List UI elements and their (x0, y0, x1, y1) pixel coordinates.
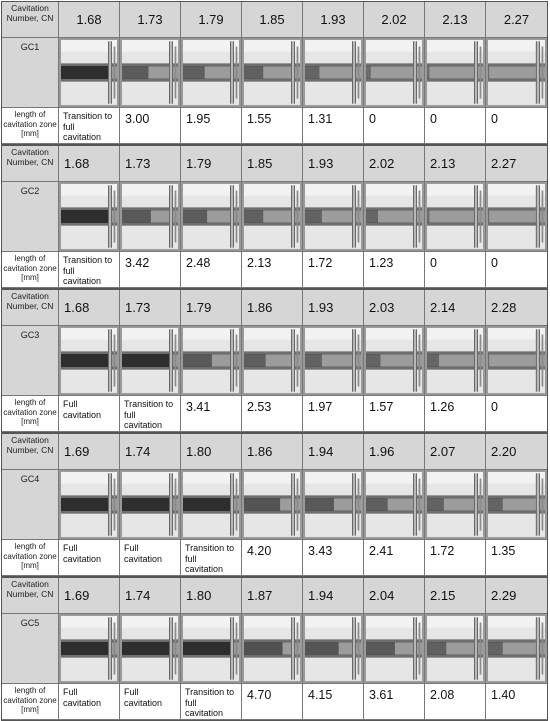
photo-cell (425, 470, 486, 540)
length-value: 1.40 (486, 684, 547, 720)
length-value: 4.70 (242, 684, 303, 720)
photo-cell (486, 38, 547, 108)
block-gc3 (2, 290, 547, 434)
length-value: 2.48 (181, 252, 242, 288)
cn-value: 1.74 (120, 578, 181, 614)
cavitation-photo (305, 328, 361, 393)
cavitation-photo (488, 40, 545, 105)
length-value: 1.97 (303, 396, 364, 432)
length-value: 2.41 (364, 540, 425, 576)
length-value: Full cavitation (120, 684, 181, 720)
cn-value: 2.27 (486, 2, 547, 38)
photo-cell (242, 614, 303, 684)
length-value: Transition to full cavitation (181, 540, 242, 576)
cn-value: 1.96 (364, 434, 425, 470)
photo-cell (303, 470, 364, 540)
photo-cell (59, 38, 120, 108)
photo-cell (364, 614, 425, 684)
length-label: length of cavitation zone [mm] (2, 108, 59, 144)
cavitation-photo (122, 328, 178, 393)
photo-cell (303, 614, 364, 684)
cn-value: 1.93 (303, 146, 364, 182)
cavitation-photo (122, 472, 178, 537)
cavitation-photo (122, 184, 178, 249)
photo-cell (364, 38, 425, 108)
cavitation-photo (488, 184, 545, 249)
cavitation-photo (61, 616, 117, 681)
cn-value: 1.73 (120, 146, 181, 182)
length-value: 3.42 (120, 252, 181, 288)
block-gc5 (2, 578, 547, 720)
photo-cell (181, 182, 242, 252)
cn-value: 2.20 (486, 434, 547, 470)
length-value: 2.53 (242, 396, 303, 432)
cn-value: 2.07 (425, 434, 486, 470)
cavitation-photo (366, 328, 422, 393)
length-value: 1.35 (486, 540, 547, 576)
length-label: length of cavitation zone [mm] (2, 684, 59, 720)
photo-cell (425, 182, 486, 252)
photo-cell (364, 470, 425, 540)
cn-value: 2.04 (364, 578, 425, 614)
cavitation-photo (305, 184, 361, 249)
photo-cell (242, 470, 303, 540)
length-value: 4.20 (242, 540, 303, 576)
length-value: 1.95 (181, 108, 242, 144)
cn-value: 1.68 (59, 290, 120, 326)
cavitation-photo (488, 616, 545, 681)
photo-cell (303, 182, 364, 252)
photo-cell (486, 326, 547, 396)
cavitation-photo (427, 616, 483, 681)
cavitation-photo (61, 40, 117, 105)
photo-cell (425, 326, 486, 396)
photo-cell (120, 182, 181, 252)
length-value: Transition to full cavitation (120, 396, 181, 432)
photo-cell (486, 614, 547, 684)
length-value: 0 (364, 108, 425, 144)
cavitation-photo (366, 40, 422, 105)
geometry-label: GC2 (2, 182, 59, 252)
cn-value: 1.93 (303, 290, 364, 326)
geometry-label: GC5 (2, 614, 59, 684)
length-value: 1.57 (364, 396, 425, 432)
length-value: 1.26 (425, 396, 486, 432)
cn-value: 1.86 (242, 290, 303, 326)
length-value: 0 (486, 396, 547, 432)
cavitation-photo (244, 472, 300, 537)
cavitation-photo (61, 472, 117, 537)
photo-cell (120, 470, 181, 540)
cn-value: 1.79 (181, 146, 242, 182)
cavitation-photo (122, 616, 178, 681)
cn-value: 1.73 (120, 2, 181, 38)
cavitation-photo (488, 472, 545, 537)
geometry-label: GC3 (2, 326, 59, 396)
photo-cell (181, 326, 242, 396)
length-value: 3.00 (120, 108, 181, 144)
photo-cell (181, 470, 242, 540)
cavitation-photo (183, 472, 239, 537)
photo-cell (120, 38, 181, 108)
cn-value: 1.86 (242, 434, 303, 470)
length-value: 4.15 (303, 684, 364, 720)
cn-value: 1.73 (120, 290, 181, 326)
geometry-label: GC1 (2, 38, 59, 108)
cavitation-photo (427, 472, 483, 537)
cn-value: 1.80 (181, 434, 242, 470)
cn-value: 1.69 (59, 578, 120, 614)
cn-value: 1.85 (242, 146, 303, 182)
cavitation-photo (427, 184, 483, 249)
cavitation-photo (183, 328, 239, 393)
photo-cell (486, 182, 547, 252)
photo-cell (120, 326, 181, 396)
cavitation-photo (244, 328, 300, 393)
photo-cell (242, 326, 303, 396)
cn-value: 2.15 (425, 578, 486, 614)
cn-value: 1.68 (59, 2, 120, 38)
photo-cell (364, 326, 425, 396)
photo-cell (242, 182, 303, 252)
photo-cell (303, 38, 364, 108)
cn-value: 2.27 (486, 146, 547, 182)
cavitation-table (1, 1, 548, 721)
block-gc4 (2, 434, 547, 578)
cn-value: 1.94 (303, 434, 364, 470)
cn-value: 1.85 (242, 2, 303, 38)
cavitation-photo (244, 184, 300, 249)
length-value: 3.43 (303, 540, 364, 576)
cn-header-label: Cavitation Number, CN (2, 146, 59, 182)
cavitation-photo (305, 616, 361, 681)
length-value: 1.55 (242, 108, 303, 144)
cn-header-label: Cavitation Number, CN (2, 434, 59, 470)
geometry-label: GC4 (2, 470, 59, 540)
length-value: 0 (486, 108, 547, 144)
cavitation-photo (244, 40, 300, 105)
length-label: length of cavitation zone [mm] (2, 396, 59, 432)
photo-cell (425, 38, 486, 108)
photo-cell (425, 614, 486, 684)
length-value: 0 (425, 108, 486, 144)
cavitation-photo (183, 616, 239, 681)
photo-cell (120, 614, 181, 684)
length-value: Full cavitation (59, 684, 120, 720)
cn-value: 1.79 (181, 290, 242, 326)
photo-cell (59, 614, 120, 684)
length-label: length of cavitation zone [mm] (2, 252, 59, 288)
cn-value: 1.93 (303, 2, 364, 38)
cavitation-photo (427, 328, 483, 393)
cn-value: 1.68 (59, 146, 120, 182)
cavitation-photo (61, 328, 117, 393)
length-value: Full cavitation (120, 540, 181, 576)
cn-header-label: Cavitation Number, CN (2, 2, 59, 38)
length-value: 3.41 (181, 396, 242, 432)
length-value: 1.23 (364, 252, 425, 288)
length-value: 3.61 (364, 684, 425, 720)
cavitation-photo (366, 472, 422, 537)
cn-header-label: Cavitation Number, CN (2, 290, 59, 326)
length-value: Transition to full cavitation (59, 108, 120, 144)
photo-cell (364, 182, 425, 252)
photo-cell (181, 614, 242, 684)
cn-value: 1.74 (120, 434, 181, 470)
cavitation-photo (305, 40, 361, 105)
cn-value: 1.87 (242, 578, 303, 614)
cavitation-photo (183, 40, 239, 105)
cn-value: 2.13 (425, 2, 486, 38)
photo-cell (242, 38, 303, 108)
block-gc2 (2, 146, 547, 290)
length-value: 1.31 (303, 108, 364, 144)
photo-cell (181, 38, 242, 108)
cn-value: 1.79 (181, 2, 242, 38)
cn-value: 1.69 (59, 434, 120, 470)
cavitation-photo (61, 184, 117, 249)
cavitation-photo (122, 40, 178, 105)
length-value: 1.72 (425, 540, 486, 576)
length-value: Full cavitation (59, 540, 120, 576)
photo-cell (59, 326, 120, 396)
cavitation-photo (244, 616, 300, 681)
photo-cell (303, 326, 364, 396)
photo-cell (59, 182, 120, 252)
cavitation-photo (183, 184, 239, 249)
cn-value: 1.94 (303, 578, 364, 614)
cavitation-photo (427, 40, 483, 105)
cn-header-label: Cavitation Number, CN (2, 578, 59, 614)
photo-cell (59, 470, 120, 540)
cn-value: 2.03 (364, 290, 425, 326)
photo-cell (486, 470, 547, 540)
length-value: 2.08 (425, 684, 486, 720)
cavitation-photo (305, 472, 361, 537)
cn-value: 1.80 (181, 578, 242, 614)
cavitation-photo (366, 184, 422, 249)
length-value: 1.72 (303, 252, 364, 288)
cn-value: 2.13 (425, 146, 486, 182)
length-value: Full cavitation (59, 396, 120, 432)
length-value: 2.13 (242, 252, 303, 288)
cavitation-photo (366, 616, 422, 681)
cn-value: 2.02 (364, 2, 425, 38)
cavitation-photo (488, 328, 545, 393)
length-value: Transition to full cavitation (181, 684, 242, 720)
length-value: Transition to full cavitation (59, 252, 120, 288)
length-value: 0 (425, 252, 486, 288)
cn-value: 2.28 (486, 290, 547, 326)
cn-value: 2.14 (425, 290, 486, 326)
cn-value: 2.02 (364, 146, 425, 182)
length-value: 0 (486, 252, 547, 288)
length-label: length of cavitation zone [mm] (2, 540, 59, 576)
cn-value: 2.29 (486, 578, 547, 614)
block-gc1 (2, 2, 547, 146)
